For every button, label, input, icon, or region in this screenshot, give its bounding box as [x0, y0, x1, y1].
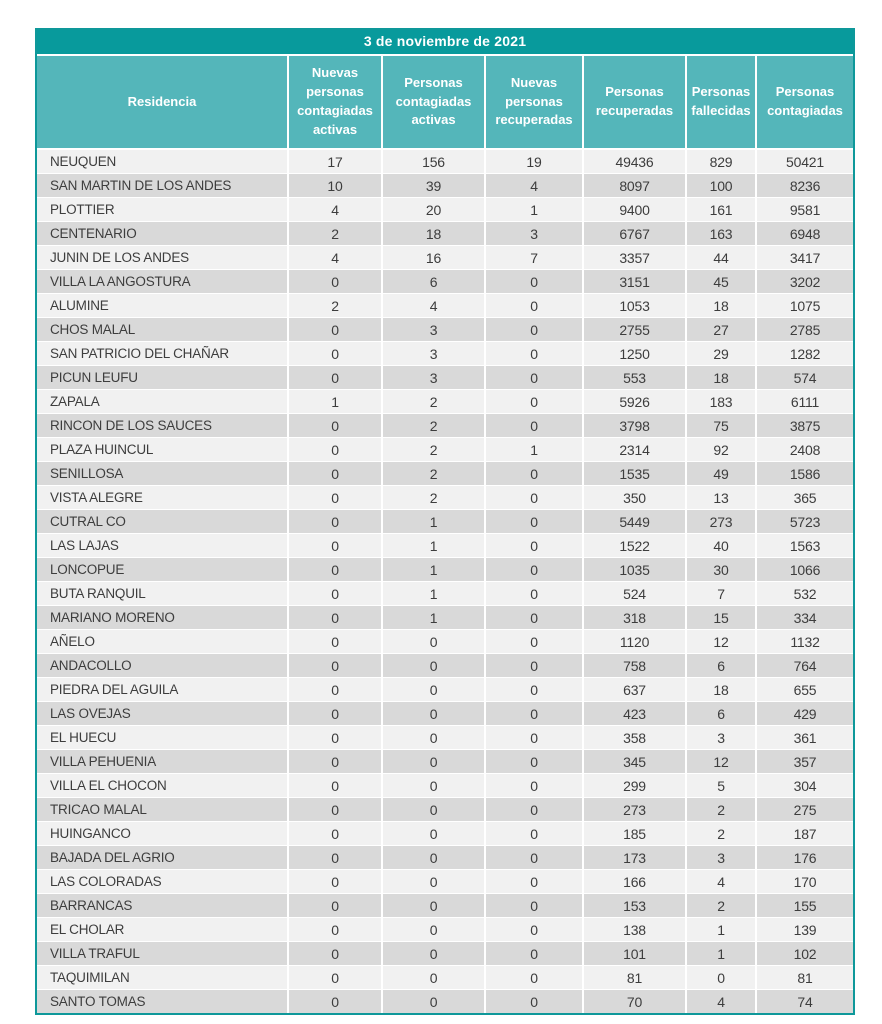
table-row — [37, 270, 853, 293]
value-cell: 574 — [755, 366, 853, 389]
residencia-cell: SAN PATRICIO DEL CHAÑAR — [37, 342, 287, 365]
value-cell: 1282 — [755, 342, 853, 365]
value-cell: 6 — [685, 654, 755, 677]
value-cell: 0 — [381, 678, 484, 701]
value-cell: 0 — [484, 510, 582, 533]
value-cell: 0 — [287, 414, 381, 437]
value-cell: 0 — [287, 582, 381, 605]
value-cell: 3 — [484, 222, 582, 245]
column-header-fallecidas: Personas fallecidas — [685, 56, 755, 148]
value-cell: 75 — [685, 414, 755, 437]
value-cell: 9400 — [582, 198, 685, 221]
value-cell: 0 — [287, 342, 381, 365]
value-cell: 318 — [582, 606, 685, 629]
value-cell: 3875 — [755, 414, 853, 437]
residencia-cell: JUNIN DE LOS ANDES — [37, 246, 287, 269]
value-cell: 0 — [484, 870, 582, 893]
value-cell: 3357 — [582, 246, 685, 269]
residencia-cell: ALUMINE — [37, 294, 287, 317]
table-row — [37, 774, 853, 797]
table-row — [37, 606, 853, 629]
value-cell: 0 — [484, 894, 582, 917]
value-cell: 1 — [381, 606, 484, 629]
table-row — [37, 366, 853, 389]
value-cell: 45 — [685, 270, 755, 293]
value-cell: 0 — [381, 870, 484, 893]
value-cell: 0 — [484, 318, 582, 341]
value-cell: 3202 — [755, 270, 853, 293]
value-cell: 0 — [381, 990, 484, 1013]
value-cell: 0 — [484, 462, 582, 485]
value-cell: 0 — [287, 510, 381, 533]
value-cell: 2 — [381, 414, 484, 437]
residencia-cell: NEUQUEN — [37, 150, 287, 173]
value-cell: 2314 — [582, 438, 685, 461]
value-cell: 185 — [582, 822, 685, 845]
table-row — [37, 318, 853, 341]
table-row — [37, 486, 853, 509]
value-cell: 0 — [287, 846, 381, 869]
column-header-contagiadas: Personas contagiadas — [755, 56, 853, 148]
value-cell: 273 — [582, 798, 685, 821]
value-cell: 0 — [484, 846, 582, 869]
value-cell: 27 — [685, 318, 755, 341]
value-cell: 829 — [685, 150, 755, 173]
table-row — [37, 174, 853, 197]
value-cell: 0 — [287, 750, 381, 773]
value-cell: 5 — [685, 774, 755, 797]
value-cell: 0 — [484, 966, 582, 989]
value-cell: 553 — [582, 366, 685, 389]
table-date-title: 3 de noviembre de 2021 — [37, 30, 853, 56]
value-cell: 0 — [484, 630, 582, 653]
value-cell: 0 — [484, 942, 582, 965]
column-header-recuperadas: Personas recuperadas — [582, 56, 685, 148]
residencia-cell: VISTA ALEGRE — [37, 486, 287, 509]
value-cell: 2 — [685, 822, 755, 845]
value-cell: 0 — [484, 606, 582, 629]
residencia-cell: CUTRAL CO — [37, 510, 287, 533]
value-cell: 0 — [287, 798, 381, 821]
value-cell: 74 — [755, 990, 853, 1013]
value-cell: 0 — [287, 534, 381, 557]
value-cell: 156 — [381, 150, 484, 173]
value-cell: 0 — [484, 702, 582, 725]
value-cell: 4 — [381, 294, 484, 317]
value-cell: 5449 — [582, 510, 685, 533]
value-cell: 1 — [287, 390, 381, 413]
value-cell: 1066 — [755, 558, 853, 581]
table-row — [37, 342, 853, 365]
value-cell: 0 — [287, 462, 381, 485]
value-cell: 155 — [755, 894, 853, 917]
residencia-cell: BAJADA DEL AGRIO — [37, 846, 287, 869]
table-row — [37, 702, 853, 725]
value-cell: 12 — [685, 750, 755, 773]
value-cell: 0 — [287, 990, 381, 1013]
value-cell: 18 — [685, 294, 755, 317]
residencia-cell: SANTO TOMAS — [37, 990, 287, 1013]
value-cell: 0 — [484, 270, 582, 293]
value-cell: 0 — [287, 558, 381, 581]
value-cell: 0 — [484, 582, 582, 605]
value-cell: 1075 — [755, 294, 853, 317]
residencia-cell: VILLA LA ANGOSTURA — [37, 270, 287, 293]
value-cell: 2 — [381, 486, 484, 509]
residencia-cell: EL HUECU — [37, 726, 287, 749]
value-cell: 166 — [582, 870, 685, 893]
value-cell: 0 — [484, 366, 582, 389]
table-row — [37, 846, 853, 869]
value-cell: 10 — [287, 174, 381, 197]
value-cell: 0 — [381, 798, 484, 821]
value-cell: 70 — [582, 990, 685, 1013]
value-cell: 1 — [381, 534, 484, 557]
value-cell: 299 — [582, 774, 685, 797]
value-cell: 187 — [755, 822, 853, 845]
value-cell: 758 — [582, 654, 685, 677]
value-cell: 4 — [484, 174, 582, 197]
value-cell: 39 — [381, 174, 484, 197]
value-cell: 0 — [484, 654, 582, 677]
value-cell: 0 — [287, 438, 381, 461]
value-cell: 0 — [287, 702, 381, 725]
value-cell: 6948 — [755, 222, 853, 245]
value-cell: 1563 — [755, 534, 853, 557]
residencia-cell: VILLA EL CHOCON — [37, 774, 287, 797]
residencia-cell: PLOTTIER — [37, 198, 287, 221]
table-row — [37, 222, 853, 245]
residencia-cell: AÑELO — [37, 630, 287, 653]
value-cell: 0 — [381, 894, 484, 917]
value-cell: 101 — [582, 942, 685, 965]
value-cell: 3151 — [582, 270, 685, 293]
value-cell: 1035 — [582, 558, 685, 581]
residencia-cell: TRICAO MALAL — [37, 798, 287, 821]
value-cell: 0 — [484, 678, 582, 701]
residencia-cell: LAS COLORADAS — [37, 870, 287, 893]
residencia-cell: SENILLOSA — [37, 462, 287, 485]
value-cell: 0 — [287, 270, 381, 293]
value-cell: 9581 — [755, 198, 853, 221]
residencia-cell: BUTA RANQUIL — [37, 582, 287, 605]
value-cell: 12 — [685, 630, 755, 653]
value-cell: 16 — [381, 246, 484, 269]
residencia-cell: PIEDRA DEL AGUILA — [37, 678, 287, 701]
column-header-nuevas-contagiadas: Nuevas personas contagiadas activas — [287, 56, 381, 148]
table-row — [37, 582, 853, 605]
value-cell: 0 — [287, 918, 381, 941]
column-header-residencia: Residencia — [37, 56, 287, 148]
value-cell: 1 — [484, 438, 582, 461]
value-cell: 1 — [484, 198, 582, 221]
value-cell: 0 — [287, 822, 381, 845]
value-cell: 49436 — [582, 150, 685, 173]
value-cell: 18 — [685, 678, 755, 701]
value-cell: 524 — [582, 582, 685, 605]
value-cell: 6111 — [755, 390, 853, 413]
value-cell: 1535 — [582, 462, 685, 485]
table-row — [37, 750, 853, 773]
value-cell: 1586 — [755, 462, 853, 485]
value-cell: 100 — [685, 174, 755, 197]
value-cell: 81 — [582, 966, 685, 989]
value-cell: 0 — [287, 606, 381, 629]
residencia-cell: ZAPALA — [37, 390, 287, 413]
value-cell: 304 — [755, 774, 853, 797]
table-row — [37, 510, 853, 533]
value-cell: 170 — [755, 870, 853, 893]
value-cell: 5723 — [755, 510, 853, 533]
residencia-cell: LAS OVEJAS — [37, 702, 287, 725]
value-cell: 4 — [685, 990, 755, 1013]
value-cell: 2408 — [755, 438, 853, 461]
value-cell: 6 — [685, 702, 755, 725]
value-cell: 0 — [287, 870, 381, 893]
table-row — [37, 462, 853, 485]
value-cell: 350 — [582, 486, 685, 509]
residencia-cell: CENTENARIO — [37, 222, 287, 245]
value-cell: 0 — [381, 630, 484, 653]
table-row — [37, 390, 853, 413]
residencia-cell: HUINGANCO — [37, 822, 287, 845]
covid-statistics-table — [35, 28, 855, 1015]
value-cell: 138 — [582, 918, 685, 941]
value-cell: 0 — [381, 726, 484, 749]
value-cell: 0 — [484, 534, 582, 557]
value-cell: 1 — [685, 918, 755, 941]
table-row — [37, 990, 853, 1013]
residencia-cell: ANDACOLLO — [37, 654, 287, 677]
value-cell: 17 — [287, 150, 381, 173]
value-cell: 183 — [685, 390, 755, 413]
value-cell: 3 — [685, 846, 755, 869]
value-cell: 3 — [381, 366, 484, 389]
value-cell: 334 — [755, 606, 853, 629]
value-cell: 13 — [685, 486, 755, 509]
value-cell: 0 — [484, 918, 582, 941]
table-row — [37, 414, 853, 437]
residencia-cell: RINCON DE LOS SAUCES — [37, 414, 287, 437]
table-row — [37, 894, 853, 917]
column-header-contagiadas-activas: Personas contagiadas activas — [381, 56, 484, 148]
table-row — [37, 246, 853, 269]
value-cell: 18 — [381, 222, 484, 245]
table-row — [37, 150, 853, 173]
value-cell: 2755 — [582, 318, 685, 341]
value-cell: 1132 — [755, 630, 853, 653]
value-cell: 44 — [685, 246, 755, 269]
value-cell: 365 — [755, 486, 853, 509]
value-cell: 4 — [287, 198, 381, 221]
value-cell: 0 — [287, 894, 381, 917]
residencia-cell: LONCOPUE — [37, 558, 287, 581]
value-cell: 40 — [685, 534, 755, 557]
value-cell: 1 — [381, 582, 484, 605]
value-cell: 0 — [287, 966, 381, 989]
table-row — [37, 678, 853, 701]
value-cell: 273 — [685, 510, 755, 533]
value-cell: 2785 — [755, 318, 853, 341]
value-cell: 0 — [287, 678, 381, 701]
value-cell: 0 — [484, 726, 582, 749]
table-row — [37, 918, 853, 941]
value-cell: 5926 — [582, 390, 685, 413]
value-cell: 0 — [484, 558, 582, 581]
table-row — [37, 726, 853, 749]
value-cell: 2 — [381, 462, 484, 485]
value-cell: 0 — [484, 990, 582, 1013]
value-cell: 357 — [755, 750, 853, 773]
value-cell: 4 — [287, 246, 381, 269]
table-row — [37, 198, 853, 221]
value-cell: 2 — [381, 438, 484, 461]
value-cell: 3417 — [755, 246, 853, 269]
value-cell: 0 — [381, 942, 484, 965]
value-cell: 0 — [381, 702, 484, 725]
residencia-cell: PICUN LEUFU — [37, 366, 287, 389]
residencia-cell: VILLA PEHUENIA — [37, 750, 287, 773]
value-cell: 163 — [685, 222, 755, 245]
value-cell: 0 — [287, 774, 381, 797]
value-cell: 7 — [484, 246, 582, 269]
value-cell: 0 — [287, 726, 381, 749]
value-cell: 0 — [287, 486, 381, 509]
value-cell: 655 — [755, 678, 853, 701]
value-cell: 49 — [685, 462, 755, 485]
residencia-cell: SAN MARTIN DE LOS ANDES — [37, 174, 287, 197]
residencia-cell: LAS LAJAS — [37, 534, 287, 557]
value-cell: 764 — [755, 654, 853, 677]
value-cell: 1120 — [582, 630, 685, 653]
value-cell: 275 — [755, 798, 853, 821]
value-cell: 3 — [685, 726, 755, 749]
table-row — [37, 630, 853, 653]
value-cell: 0 — [381, 918, 484, 941]
value-cell: 15 — [685, 606, 755, 629]
value-cell: 92 — [685, 438, 755, 461]
value-cell: 3798 — [582, 414, 685, 437]
value-cell: 0 — [484, 486, 582, 509]
value-cell: 7 — [685, 582, 755, 605]
value-cell: 6767 — [582, 222, 685, 245]
value-cell: 50421 — [755, 150, 853, 173]
value-cell: 139 — [755, 918, 853, 941]
value-cell: 0 — [287, 654, 381, 677]
value-cell: 18 — [685, 366, 755, 389]
value-cell: 1 — [381, 510, 484, 533]
value-cell: 429 — [755, 702, 853, 725]
value-cell: 2 — [685, 894, 755, 917]
table-row — [37, 966, 853, 989]
value-cell: 1250 — [582, 342, 685, 365]
value-cell: 1 — [685, 942, 755, 965]
residencia-cell: TAQUIMILAN — [37, 966, 287, 989]
value-cell: 0 — [484, 798, 582, 821]
value-cell: 0 — [484, 822, 582, 845]
value-cell: 0 — [484, 390, 582, 413]
value-cell: 2 — [685, 798, 755, 821]
value-cell: 0 — [484, 342, 582, 365]
value-cell: 532 — [755, 582, 853, 605]
value-cell: 102 — [755, 942, 853, 965]
value-cell: 0 — [484, 414, 582, 437]
value-cell: 0 — [287, 318, 381, 341]
residencia-cell: PLAZA HUINCUL — [37, 438, 287, 461]
table-row — [37, 798, 853, 821]
value-cell: 8236 — [755, 174, 853, 197]
value-cell: 1053 — [582, 294, 685, 317]
value-cell: 4 — [685, 870, 755, 893]
value-cell: 358 — [582, 726, 685, 749]
value-cell: 1522 — [582, 534, 685, 557]
value-cell: 361 — [755, 726, 853, 749]
value-cell: 0 — [287, 942, 381, 965]
value-cell: 0 — [287, 366, 381, 389]
residencia-cell: EL CHOLAR — [37, 918, 287, 941]
value-cell: 19 — [484, 150, 582, 173]
residencia-cell: CHOS MALAL — [37, 318, 287, 341]
value-cell: 2 — [287, 294, 381, 317]
table-row — [37, 294, 853, 317]
value-cell: 29 — [685, 342, 755, 365]
table-row — [37, 870, 853, 893]
table-row — [37, 822, 853, 845]
value-cell: 0 — [381, 774, 484, 797]
value-cell: 1 — [381, 558, 484, 581]
value-cell: 0 — [484, 750, 582, 773]
value-cell: 6 — [381, 270, 484, 293]
value-cell: 0 — [484, 294, 582, 317]
value-cell: 161 — [685, 198, 755, 221]
value-cell: 173 — [582, 846, 685, 869]
table-row — [37, 438, 853, 461]
table-row — [37, 558, 853, 581]
value-cell: 30 — [685, 558, 755, 581]
column-header-nuevas-recuperadas: Nuevas personas recuperadas — [484, 56, 582, 148]
value-cell: 3 — [381, 318, 484, 341]
value-cell: 0 — [484, 774, 582, 797]
value-cell: 0 — [381, 966, 484, 989]
value-cell: 423 — [582, 702, 685, 725]
table-row — [37, 654, 853, 677]
value-cell: 0 — [381, 846, 484, 869]
value-cell: 2 — [381, 390, 484, 413]
value-cell: 637 — [582, 678, 685, 701]
value-cell: 0 — [381, 654, 484, 677]
residencia-cell: BARRANCAS — [37, 894, 287, 917]
value-cell: 345 — [582, 750, 685, 773]
value-cell: 153 — [582, 894, 685, 917]
value-cell: 81 — [755, 966, 853, 989]
value-cell: 0 — [287, 630, 381, 653]
value-cell: 8097 — [582, 174, 685, 197]
value-cell: 20 — [381, 198, 484, 221]
residencia-cell: MARIANO MORENO — [37, 606, 287, 629]
table-row — [37, 942, 853, 965]
value-cell: 0 — [381, 750, 484, 773]
residencia-cell: VILLA TRAFUL — [37, 942, 287, 965]
table-row — [37, 534, 853, 557]
value-cell: 0 — [381, 822, 484, 845]
value-cell: 3 — [381, 342, 484, 365]
value-cell: 2 — [287, 222, 381, 245]
table-header-row — [37, 56, 853, 150]
value-cell: 176 — [755, 846, 853, 869]
value-cell: 0 — [685, 966, 755, 989]
table-body — [37, 150, 853, 1013]
